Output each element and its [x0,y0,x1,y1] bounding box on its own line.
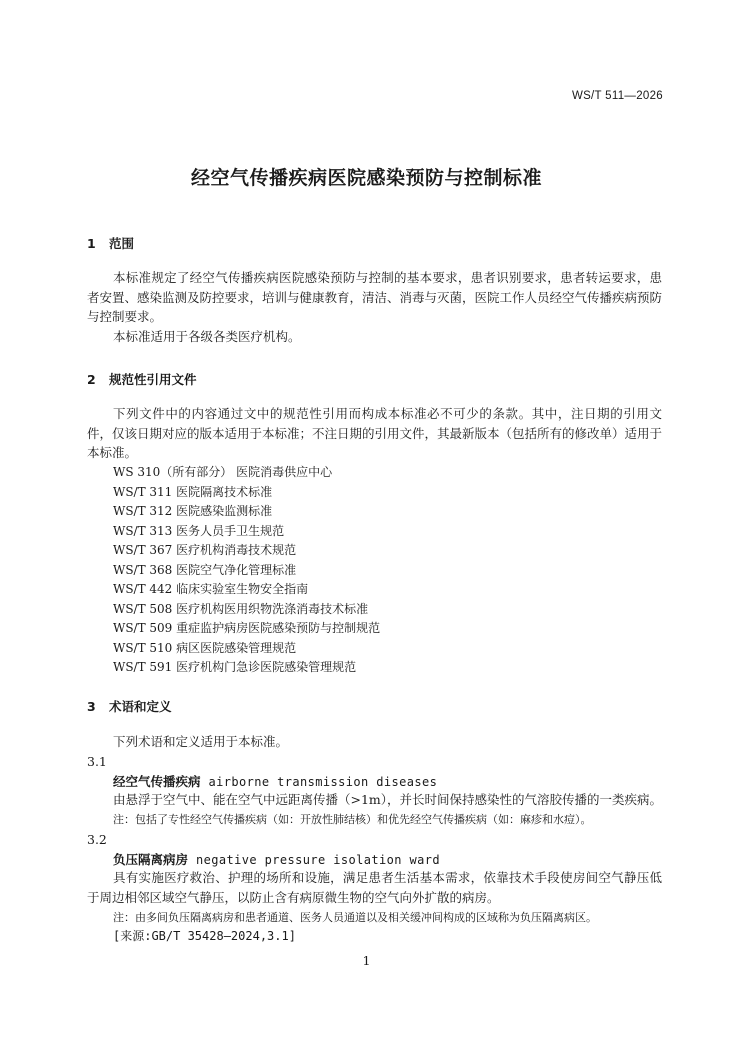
section-2-paragraph: 下列文件中的内容通过文中的规范性引用而构成本标准必不可少的条款。其中，注日期的引用文件，仅该日期对应的版本适用于本标准；不注日期的引用文件，其最新版本（包括所有的修改单）适用于本标准。 [87,406,663,460]
section-1-number: 1 [87,236,96,251]
reference-item: WS/T 442 临床实验室生物安全指南 [113,582,309,596]
document-title: 经空气传播疾病医院感染预防与控制标准 [190,167,542,189]
term-2-number: 3.2 [87,832,107,847]
reference-item: WS/T 591 医疗机构门急诊医院感染管理规范 [113,660,357,674]
reference-item: WS/T 313 医务人员手卫生规范 [113,524,285,538]
document-code: WS/T 511—2026 [571,90,663,102]
section-2-number: 2 [87,372,96,387]
term-2-definition: 具有实施医疗救治、护理的场所和设施，满足患者生活基本需求，依靠技术手段使房间空气静压低于周边相邻区域空气静压，以防止含有病原微生物的空气向外扩散的病房。 [87,870,662,905]
reference-item: WS/T 311 医院隔离技术标准 [113,485,273,499]
term-2-source: [来源:GB/T 35428—2024,3.1] [113,929,296,943]
section-1-heading [87,234,134,252]
term-2-english: negative pressure isolation ward [196,853,441,867]
reference-item: WS/T 510 病区医院感染管理规范 [113,641,297,655]
term-1-english: airborne transmission diseases [208,775,438,789]
reference-item: WS/T 312 医院感染监测标准 [113,504,273,518]
term-1-definition: 由悬浮于空气中、能在空气中远距离传播（>1m），并长时间保持感染性的气溶胶传播的一类疾病。 [113,792,663,807]
reference-item: WS 310（所有部分） 医院消毒供应中心 [113,465,333,479]
section-3-heading [87,697,172,715]
reference-item: WS/T 509 重症监护病房医院感染预防与控制规范 [113,621,381,635]
term-2-chinese: 负压隔离病房 [113,852,189,867]
term-1-chinese: 经空气传播疾病 [113,774,201,789]
section-2-heading [87,370,197,388]
reference-item: WS/T 368 医院空气净化管理标准 [113,563,297,577]
reference-item: WS/T 367 医疗机构消毒技术规范 [113,543,297,557]
term-1-note: 注：包括了专性经空气传播疾病（如：开放性肺结核）和优先经空气传播疾病（如：麻疹和水痘）。 [113,813,592,826]
term-2-note: 注：由多间负压隔离病房和患者通道、医务人员通道以及相关缓冲间构成的区域称为负压隔离病区。 [113,911,597,924]
section-2-title: 规范性引用文件 [109,372,197,387]
reference-item: WS/T 508 医疗机构医用织物洗涤消毒技术标准 [113,602,369,616]
section-1-title: 范围 [109,236,135,251]
page-number: 1 [362,953,371,968]
section-1-paragraph-1: 本标准规定了经空气传播疾病医院感染预防与控制的基本要求，患者识别要求，患者转运要求，患者安置、感染监测及防控要求，培训与健康教育，清洁、消毒与灭菌，医院工作人员经空气传播疾病预防与控制要求。 [87,270,663,324]
section-3-number: 3 [87,699,96,714]
term-1-number: 3.1 [87,754,107,769]
section-3-title: 术语和定义 [109,699,172,714]
section-3-intro: 下列术语和定义适用于本标准。 [113,734,289,749]
section-1-paragraph-2: 本标准适用于各级各类医疗机构。 [113,329,301,344]
